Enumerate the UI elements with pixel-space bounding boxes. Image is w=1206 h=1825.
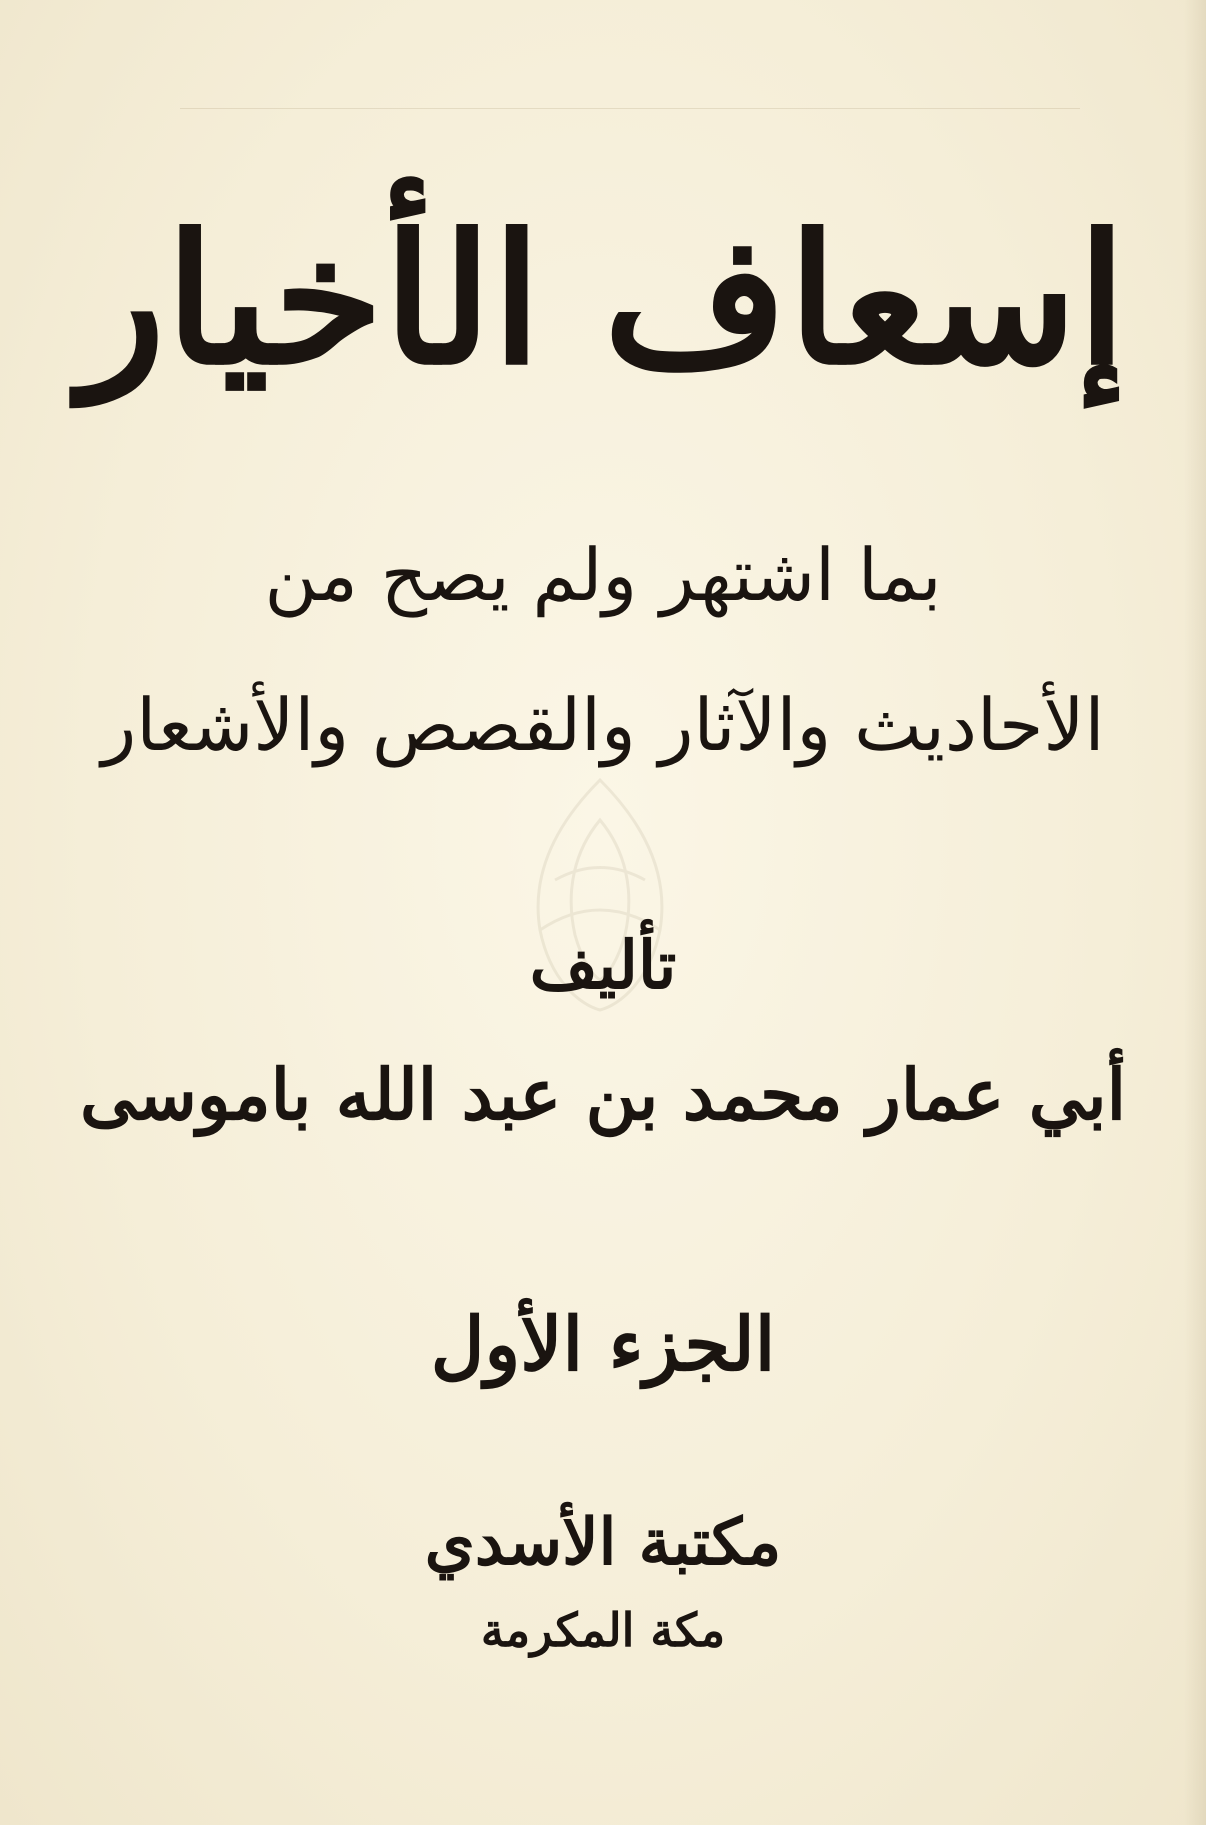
faint-top-rule bbox=[180, 108, 1080, 109]
author-label: تأليف bbox=[529, 926, 677, 1004]
author-name: أبي عمار محمد بن عبد الله باموسى bbox=[79, 1053, 1127, 1136]
page-edge-shadow bbox=[1184, 0, 1206, 1825]
subtitle-line-2: الأحاديث والآثار والقصص والأشعار bbox=[101, 683, 1105, 767]
book-title: إسعاف الأخيار bbox=[79, 195, 1127, 404]
publisher-city: مكة المكرمة bbox=[480, 1603, 726, 1657]
subtitle-line-1: بما اشتهر ولم يصح من bbox=[264, 533, 942, 617]
publisher-name: مكتبة الأسدي bbox=[424, 1505, 782, 1580]
volume-label: الجزء الأول bbox=[430, 1302, 776, 1388]
